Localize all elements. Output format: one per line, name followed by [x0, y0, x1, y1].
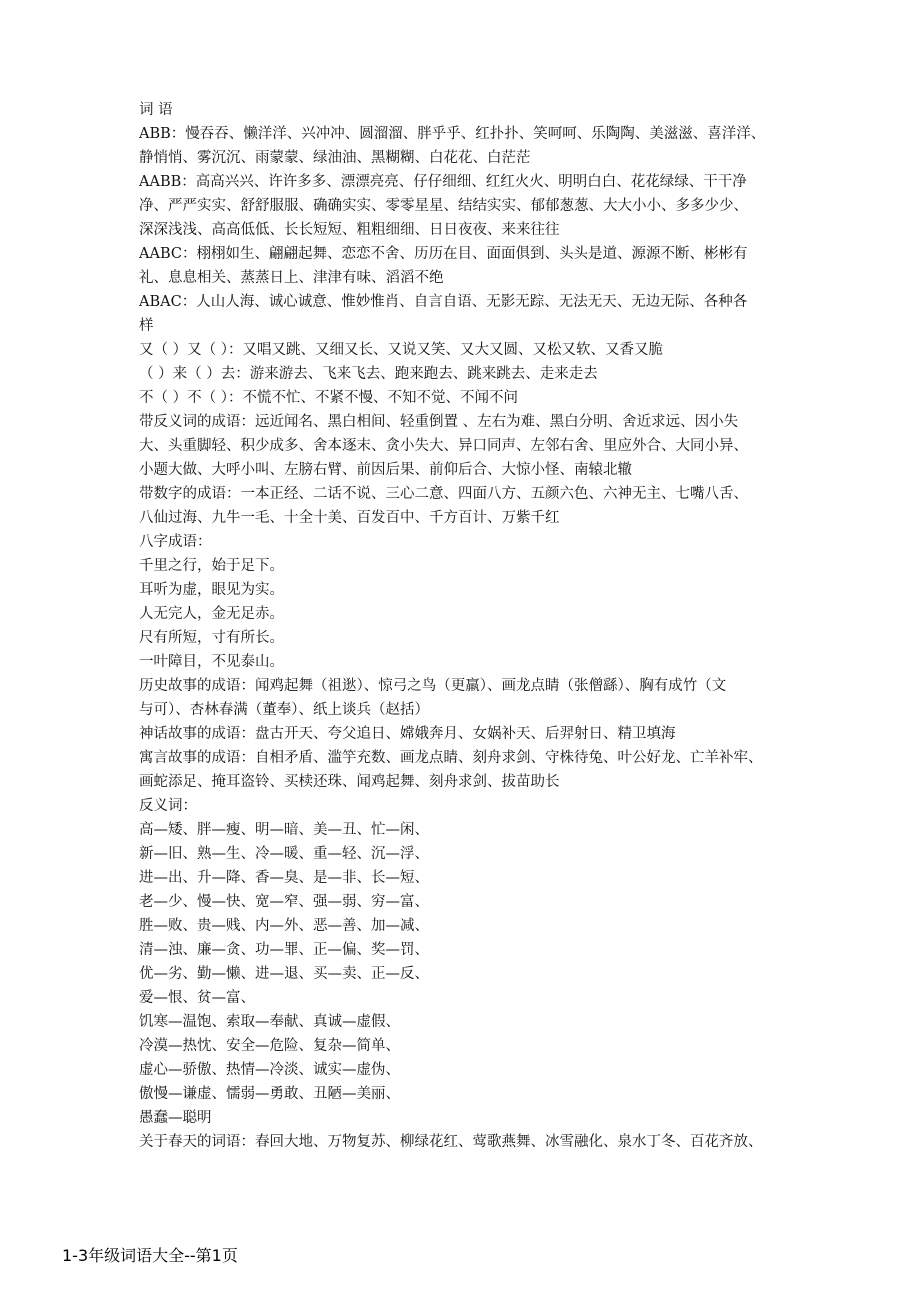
- text-line: 新—旧、熟—生、冷—暖、重—轻、沉—浮、: [139, 846, 429, 862]
- text-line: 耳听为虚，眼见为实。: [139, 582, 284, 598]
- text-line: 傲慢—谦虚、懦弱—勇敢、丑陋—美丽、: [139, 1086, 400, 1102]
- text-line: AABC：栩栩如生、翩翩起舞、恋恋不舍、历历在目、面面俱到、头头是道、源源不断、彬彬有: [139, 246, 748, 262]
- text-line: 不（ ）不（ ）：不慌不忙、不紧不慢、不知不觉、不闻不问: [139, 390, 518, 406]
- text-line: 样: [139, 318, 154, 334]
- text-line: 带数字的成语：一本正经、二话不说、三心二意、四面八方、五颜六色、六神无主、七嘴八舌、: [139, 486, 748, 502]
- text-line: 爱—恨、贫—富、: [139, 990, 255, 1006]
- text-line: 千里之行，始于足下。: [139, 558, 284, 574]
- text-line: 尺有所短，寸有所长。: [139, 630, 284, 646]
- text-line: 优—劣、勤—懒、进—退、买—卖、正—反、: [139, 966, 429, 982]
- text-line: 深深浅浅、高高低低、长长短短、粗粗细细、日日夜夜、来来往往: [139, 222, 560, 238]
- text-line: 清—浊、廉—贪、功—罪、正—偏、奖—罚、: [139, 942, 429, 958]
- text-line: 历史故事的成语：闻鸡起舞（祖逖）、惊弓之鸟（更羸）、画龙点睛（张僧繇）、胸有成竹（文: [139, 678, 727, 694]
- text-line: 虚心—骄傲、热情—冷淡、诚实—虚伪、: [139, 1062, 400, 1078]
- text-line: 又（ ）又（ ）：又唱又跳、又细又长、又说又笑、又大又圆、又松又软、又香又脆: [139, 342, 663, 358]
- text-line: 人无完人，金无足赤。: [139, 606, 284, 622]
- text-line: AABB：高高兴兴、许许多多、漂漂亮亮、仔仔细细、红红火火、明明白白、花花绿绿、干干净: [139, 174, 747, 190]
- text-line: 与可）、杏林春满（董奉）、纸上谈兵（赵括）: [139, 702, 429, 718]
- heading-ci-yu: 词 语: [139, 102, 173, 118]
- text-line: 带反义词的成语：远近闻名、黑白相间、轻重倒置 、左右为难、黑白分明、舍近求远、因小失: [139, 414, 739, 430]
- text-line: 高—矮、胖—瘦、明—暗、美—丑、忙—闲、: [139, 822, 429, 838]
- text-line: （ ）来（ ）去：游来游去、飞来飞去、跑来跑去、跳来跳去、走来走去: [139, 366, 598, 382]
- text-line: 礼、息息相关、蒸蒸日上、津津有味、滔滔不绝: [139, 270, 444, 286]
- text-line: 关于春天的词语：春回大地、万物复苏、柳绿花红、莺歌燕舞、冰雪融化、泉水丁冬、百花齐放、: [139, 1134, 763, 1150]
- text-line: 饥寒—温饱、索取—奉献、真诚—虚假、: [139, 1014, 400, 1030]
- page-footer: 1-3年级词语大全--第1页: [62, 1246, 238, 1265]
- text-line: 八仙过海、九牛一毛、十全十美、百发百中、千方百计、万紫千红: [139, 510, 560, 526]
- text-line: 寓言故事的成语：自相矛盾、滥竽充数、画龙点睛、刻舟求剑、守株待兔、叶公好龙、亡羊补牢、: [139, 750, 763, 766]
- text-line: 老—少、慢—快、宽—窄、强—弱、穷—富、: [139, 894, 429, 910]
- text-line: 胜—败、贵—贱、内—外、恶—善、加—减、: [139, 918, 429, 934]
- text-line: 画蛇添足、掩耳盗铃、买椟还珠、闻鸡起舞、刻舟求剑、拔苗助长: [139, 774, 560, 790]
- text-line: 冷漠—热忱、安全—危险、复杂—简单、: [139, 1038, 400, 1054]
- text-line: 神话故事的成语：盘古开天、夸父追日、嫦娥奔月、女娲补天、后羿射日、精卫填海: [139, 726, 676, 742]
- text-line: 小题大做、大呼小叫、左膀右臂、前因后果、前仰后合、大惊小怪、南辕北辙: [139, 462, 632, 478]
- text-line: 愚蠢—聪明: [139, 1110, 212, 1126]
- text-line: ABB：慢吞吞、懒洋洋、兴冲冲、圆溜溜、胖乎乎、红扑扑、笑呵呵、乐陶陶、美滋滋、喜洋洋、: [139, 126, 766, 142]
- text-line: 大、头重脚轻、积少成多、舍本逐末、贪小失大、异口同声、左邻右舍、里应外合、大同小异、: [139, 438, 748, 454]
- document-body: [139, 98, 789, 1154]
- text-line: 反义词：: [139, 798, 197, 814]
- text-line: 静悄悄、雾沉沉、雨蒙蒙、绿油油、黑糊糊、白花花、白茫茫: [139, 150, 531, 166]
- text-line: 进—出、升—降、香—臭、是—非、长—短、: [139, 870, 429, 886]
- text-line: 一叶障目，不见泰山。: [139, 654, 284, 670]
- text-line: ABAC：人山人海、诚心诚意、惟妙惟肖、自言自语、无影无踪、无法无天、无边无际、各种各: [139, 294, 748, 310]
- text-line: 八字成语：: [139, 534, 212, 550]
- text-line: 净、严严实实、舒舒服服、确确实实、零零星星、结结实实、郁郁葱葱、大大小小、多多少少、: [139, 198, 748, 214]
